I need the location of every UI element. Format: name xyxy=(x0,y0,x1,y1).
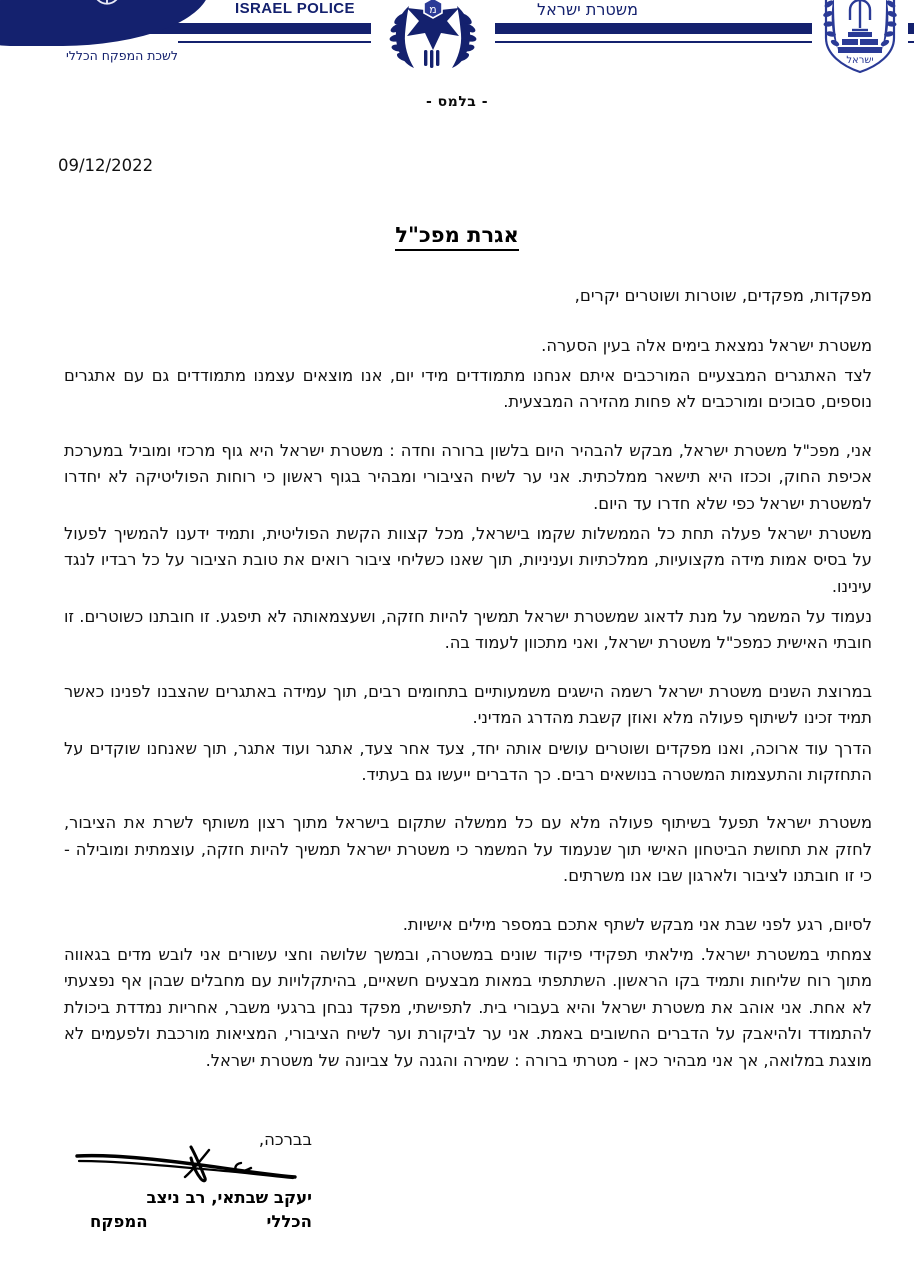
paragraph: נעמוד על המשמר על מנת לדאוג שמשטרת ישראל תמשיך להיות חזקה, ושעצמאותה לא תיפגע. זו חובתנו כשוטרים. זו חובתי האישית כמפכ"ל משטרת ישראל, ואני מתכוון לעמוד בה. xyxy=(64,607,872,653)
classification-marking: - בלמס - xyxy=(425,94,489,110)
salutation: מפקדות, מפקדים, שוטרות ושוטרים יקרים, xyxy=(574,286,872,305)
signer-role-part2: הכללי xyxy=(266,1211,312,1231)
letterhead xyxy=(0,0,914,78)
office-caption: לשכת המפקח הכללי xyxy=(65,48,178,63)
signer-role xyxy=(90,1212,312,1231)
police-flag-insignia xyxy=(90,0,124,8)
paragraph: צמחתי במשטרת ישראל. מילאתי תפקידי פיקוד שונים במשטרה, ובמשך שלושה וחצי עשורים אני לובש מדים בגאווה מתוך רוח שליחות ותמיד בקו הראשון. השתתפתי במאות מבצעים חשאיים, בהיתקלויות עם מחבלים שבהן אף נפצעתי לא אחת. אני אוהב את משטרת ישראל והיא בעבורי בית. לתפישתי, מפקד נבחן ברגעי משבר, אחריות נמדדת ביכולת להתמודד ולהיאבק על הדברים החשובים באמת. אני ער לביקורת וער לשיח הציבורי, המציאות מורכבת ולפעמים לא מוצגת במלואה, אך אני מבהיר כאן - מטרתי ברורה : שמירה והגנה על צביונה של משטרת ישראל. xyxy=(64,944,872,1070)
wordmark-israel-police-he: משטרת ישראל xyxy=(537,0,638,19)
paragraph: לצד האתגרים המבצעיים המורכבים איתם אנחנו מתמודדים מידי יום, אנו מוצאים עצמנו מתמודדים גם עם אתגרים נוספים, סבוכים ומורכבים לא פחות מהזירה המבצעית. xyxy=(64,365,872,412)
israel-state-emblem-menorah xyxy=(812,0,908,74)
israel-police-emblem xyxy=(371,0,495,72)
svg-text:מ: מ xyxy=(429,3,437,16)
signer-name: יעקב שבתאי, רב ניצב xyxy=(146,1187,312,1207)
signer-role-part1: המפקח xyxy=(90,1211,148,1231)
page-title-text: אגרת מפכ"ל xyxy=(395,223,519,251)
handwritten-signature xyxy=(73,1144,303,1184)
flag-notch xyxy=(0,0,56,6)
svg-text:ישראל: ישראל xyxy=(846,55,874,66)
paragraph: משטרת ישראל פעלה תחת כל הממשלות שקמו בישראל, מכל קצוות הקשת הפוליטית, ותמיד ידענו להמשיך לפעול על בסיס אמות מידה מקצועיות, ממלכתיות ועניניות, תוך שאנו כשליחי ציבור רואים את טובת הציבור על כל רבדיו לנגד עינינו. xyxy=(64,523,872,596)
paragraph: לסיום, רגע לפני שבת אני מבקש לשתף אתכם במספר מילים אישיות. xyxy=(402,914,872,934)
paragraph: אני, מפכ"ל משטרת ישראל, מבקש להבהיר היום בלשון ברורה וחדה : משטרת ישראל היא גוף מרכזי ומוביל במערכת אכיפת החוק, וככזו היא תישאר ממלכתית. אני ער לשיח הציבורי ומבהיר בגוף ראשון כי רוחות הפוליטיקה לא יחדרו למשטרת ישראל כפי שלא חדרו עד היום. xyxy=(64,440,872,513)
wordmark-israel-police-en: ISRAEL POLICE xyxy=(235,0,355,17)
regards-line: בברכה, xyxy=(258,1129,312,1149)
paragraph: משטרת ישראל תפעל בשיתוף פעולה מלא עם כל ממשלה שתקום בישראל מתוך רצון משותף לשרת את הציבור, לחזק את תחושת הביטחון האישי תוך שנעמוד על המשמר כי משטרת ישראל תמשיך להיות חזקה, עוצמתית ומובילה - כי זו חובתנו לציבור ולארגון שבו אנו משרתים. xyxy=(64,813,872,886)
page-title xyxy=(36,223,878,247)
document-date: 09/12/2022 xyxy=(58,156,154,175)
paragraph: במרוצת השנים משטרת ישראל רשמה הישגים משמעותיים בתחומים רבים, תוך עמידה באתגרים שהצבנו לפנינו כאשר תמיד זכינו לשיתוף פעולה מלא ואוזן קשבת מהדרג המדיני. xyxy=(64,681,872,728)
paragraph: הדרך עוד ארוכה, ואנו מפקדים ושוטרים עושים אותה יחד, צעד אחר צעד, אתגר ועוד אתגר, תוך שאנחנו שוקדים על התחזקות והתעצמות המשטרה בנושאים רבים. כך הדברים ייעשו גם בעתיד. xyxy=(64,738,872,785)
paragraph: משטרת ישראל נמצאת בימים אלה בעין הסערה. xyxy=(541,335,872,355)
signature-block xyxy=(36,1130,878,1260)
document-body xyxy=(0,156,914,1260)
header-thin-rule xyxy=(178,41,914,43)
